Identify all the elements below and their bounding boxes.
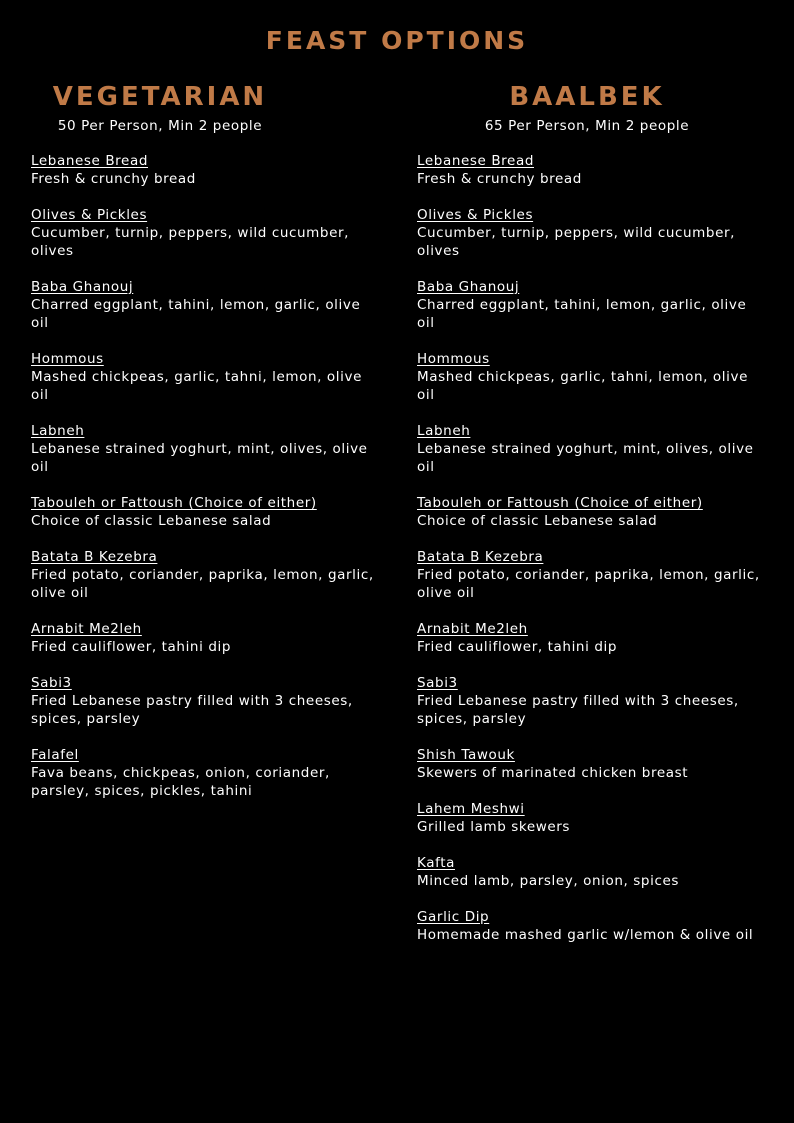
menu-item-name: Tabouleh or Fattoush (Choice of either)	[417, 495, 703, 511]
menu-item	[417, 908, 767, 944]
menu-item	[31, 350, 381, 404]
menu-item-list	[417, 152, 767, 944]
menu-item-description: Homemade mashed garlic w/lemon & olive oil	[417, 927, 754, 943]
menu-item-description: Cucumber, turnip, peppers, wild cucumber, olives	[417, 225, 736, 259]
menu-item	[417, 278, 767, 332]
menu-item-description: Grilled lamb skewers	[417, 819, 571, 835]
menu-item-name: Labneh	[31, 423, 85, 439]
menu-item-description: Mashed chickpeas, garlic, tahni, lemon, olive oil	[31, 369, 362, 403]
menu-item	[31, 746, 381, 800]
menu-item-description: Fried cauliflower, tahini dip	[417, 639, 618, 655]
menu-item	[417, 422, 767, 476]
menu-item	[31, 422, 381, 476]
menu-item	[31, 278, 381, 332]
menu-item-description: Charred eggplant, tahini, lemon, garlic, olive oil	[31, 297, 361, 331]
column-price: 50 Per Person, Min 2 people	[57, 118, 263, 134]
menu-item-description: Fava beans, chickpeas, onion, coriander, parsley, spices, pickles, tahini	[31, 765, 330, 799]
menu-item	[417, 620, 767, 656]
menu-item-description: Minced lamb, parsley, onion, spices	[417, 873, 680, 889]
menu-item-name: Tabouleh or Fattoush (Choice of either)	[31, 495, 317, 511]
menu-item-description: Fried Lebanese pastry filled with 3 cheeses, spices, parsley	[417, 693, 739, 727]
menu-item	[31, 206, 381, 260]
menu-item-name: Garlic Dip	[417, 909, 490, 925]
menu-item-name: Batata B Kezebra	[417, 549, 544, 565]
menu-item-name: Labneh	[417, 423, 471, 439]
menu-item-description: Mashed chickpeas, garlic, tahni, lemon, olive oil	[417, 369, 748, 403]
menu-item-list	[31, 152, 381, 800]
menu-item-name: Lebanese Bread	[31, 153, 148, 169]
menu-item	[31, 674, 381, 728]
menu-item-description: Fried potato, coriander, paprika, lemon, garlic, olive oil	[417, 567, 760, 601]
menu-column-baalbek	[417, 80, 767, 962]
menu-item-name: Hommous	[31, 351, 104, 367]
menu-item-description: Fresh & crunchy bread	[31, 171, 196, 187]
menu-item-description: Fried potato, coriander, paprika, lemon, garlic, olive oil	[31, 567, 374, 601]
menu-item	[31, 620, 381, 656]
menu-item-name: Olives & Pickles	[31, 207, 148, 223]
column-title: BAALBEK	[509, 82, 665, 112]
menu-item	[417, 800, 767, 836]
column-title: VEGETARIAN	[52, 82, 268, 112]
menu-item-description: Cucumber, turnip, peppers, wild cucumber, olives	[31, 225, 350, 259]
menu-item-name: Arnabit Me2leh	[31, 621, 142, 637]
menu-column-vegetarian	[31, 80, 381, 818]
menu-item-description: Lebanese strained yoghurt, mint, olives, olive oil	[417, 441, 754, 475]
menu-item	[417, 674, 767, 728]
menu-item	[417, 494, 767, 530]
menu-item-name: Falafel	[31, 747, 79, 763]
menu-item	[31, 494, 381, 530]
menu-item-description: Fresh & crunchy bread	[417, 171, 582, 187]
menu-item-name: Olives & Pickles	[417, 207, 534, 223]
menu-item-description: Lebanese strained yoghurt, mint, olives, olive oil	[31, 441, 368, 475]
menu-item-description: Choice of classic Lebanese salad	[417, 513, 658, 529]
menu-item-description: Skewers of marinated chicken breast	[417, 765, 689, 781]
menu-item-name: Sabi3	[417, 675, 458, 691]
menu-item-description: Choice of classic Lebanese salad	[31, 513, 272, 529]
menu-item	[417, 854, 767, 890]
menu-item-name: Lahem Meshwi	[417, 801, 525, 817]
menu-item	[417, 152, 767, 188]
menu-item-description: Charred eggplant, tahini, lemon, garlic, olive oil	[417, 297, 747, 331]
menu-item	[417, 350, 767, 404]
column-price: 65 Per Person, Min 2 people	[484, 118, 690, 134]
menu-item	[417, 548, 767, 602]
menu-item-name: Sabi3	[31, 675, 72, 691]
menu-item	[417, 746, 767, 782]
menu-item-name: Baba Ghanouj	[417, 279, 520, 295]
menu-item-name: Hommous	[417, 351, 490, 367]
menu-item-name: Baba Ghanouj	[31, 279, 134, 295]
menu-item-description: Fried Lebanese pastry filled with 3 cheeses, spices, parsley	[31, 693, 353, 727]
menu-item-name: Shish Tawouk	[417, 747, 515, 763]
menu-item	[417, 206, 767, 260]
menu-item-name: Arnabit Me2leh	[417, 621, 528, 637]
menu-item	[31, 152, 381, 188]
menu-item-description: Fried cauliflower, tahini dip	[31, 639, 232, 655]
menu-item-name: Batata B Kezebra	[31, 549, 158, 565]
menu-item	[31, 548, 381, 602]
page-title: FEAST OPTIONS	[265, 26, 529, 55]
menu-item-name: Lebanese Bread	[417, 153, 534, 169]
menu-item-name: Kafta	[417, 855, 455, 871]
